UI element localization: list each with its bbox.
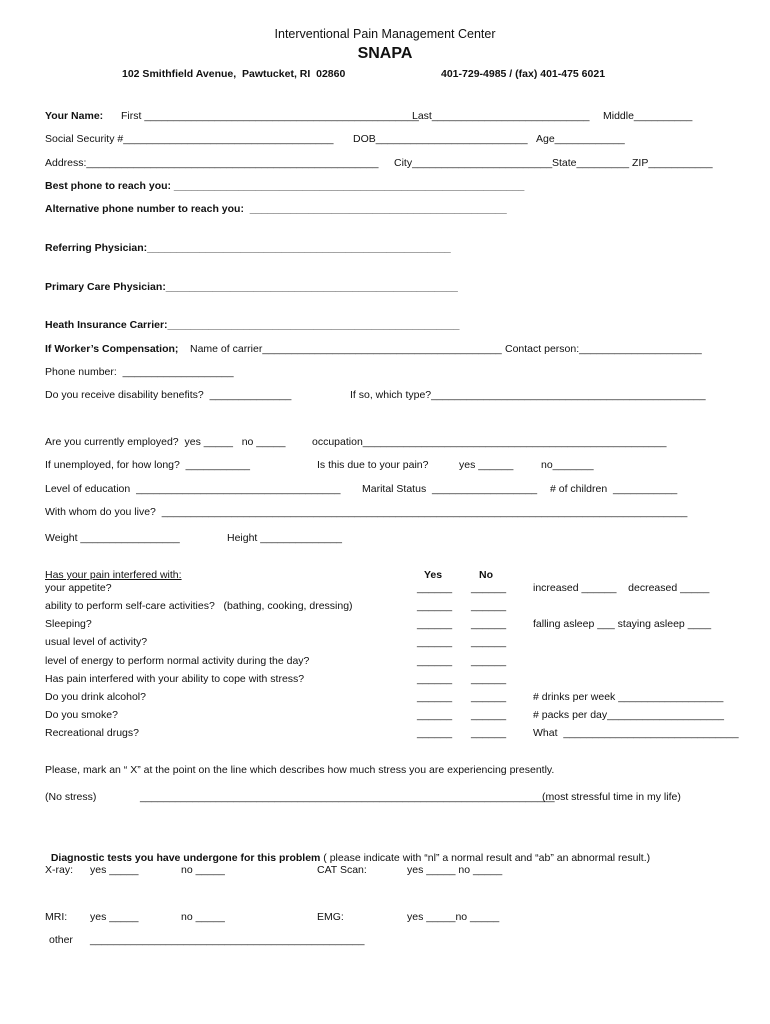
cat-scan-field[interactable]: yes _____ no _____: [407, 864, 503, 876]
pain-row-no-blank[interactable]: ______: [471, 636, 507, 648]
best-phone-field[interactable]: Best phone to reach you: ____________________________________________________________: [45, 180, 525, 192]
cat-scan-label: CAT Scan:: [317, 864, 367, 876]
pain-row-yes-blank[interactable]: ______: [417, 618, 453, 630]
first-name-field[interactable]: First _______________________________________________: [121, 110, 419, 122]
occupation-field[interactable]: occupation____________________________________________________: [312, 436, 667, 448]
wc-phone-field[interactable]: Phone number: ___________________: [45, 366, 234, 378]
pain-row-no-blank[interactable]: ______: [471, 582, 507, 594]
pain-row-yes-blank[interactable]: ______: [417, 727, 453, 739]
pain-row-no-blank[interactable]: ______: [471, 618, 507, 630]
no-column-header: No: [479, 569, 493, 581]
pain-row-yes-blank[interactable]: ______: [417, 600, 453, 612]
pain-row-label: Do you smoke?: [45, 709, 118, 721]
emg-field[interactable]: yes _____no _____: [407, 911, 500, 923]
last-name-field[interactable]: Last___________________________: [412, 110, 590, 122]
disability-type-field[interactable]: If so, which type?_______________________________________________: [350, 389, 706, 401]
mri-no-field[interactable]: no _____: [181, 911, 225, 923]
program-title: SNAPA: [357, 45, 413, 62]
dob-field[interactable]: DOB__________________________: [353, 133, 528, 145]
center-address: 102 Smithfield Avenue, Pawtucket, RI 02860: [122, 68, 346, 80]
diagnostics-heading-line: [45, 842, 650, 863]
pain-row-no-blank[interactable]: ______: [471, 655, 507, 667]
name-label: Your Name:: [45, 110, 104, 122]
children-field[interactable]: # of children ___________: [550, 483, 678, 495]
pain-row-label: usual level of activity?: [45, 636, 148, 648]
pain-row-label: your appetite?: [45, 582, 112, 594]
xray-no-field[interactable]: no _____: [181, 864, 225, 876]
diagnostics-heading: Diagnostic tests you have undergone for this problem: [50, 851, 321, 864]
pain-row-no-blank[interactable]: ______: [471, 727, 507, 739]
alt-phone-field[interactable]: Alternative phone number to reach you: ____________________________________________: [45, 203, 507, 215]
center-name: Interventional Pain Management Center: [274, 27, 496, 41]
yes-column-header: Yes: [424, 569, 443, 581]
mri-yes-field[interactable]: yes _____: [90, 911, 139, 923]
center-phones: 401-729-4985 / (fax) 401-475 6021: [441, 68, 606, 80]
other-test-label: other: [49, 934, 73, 946]
disability-field[interactable]: Do you receive disability benefits? ______________: [45, 389, 292, 401]
insurance-carrier-field[interactable]: Heath Insurance Carrier:__________________________________________________: [45, 319, 460, 331]
sleep-detail-field[interactable]: falling asleep ___ staying asleep ____: [533, 618, 712, 630]
stress-instruction: Please, mark an “ X” at the point on the line which describes how much stress you are experiencing presently.: [45, 764, 555, 776]
pain-row-label: Do you drink alcohol?: [45, 691, 146, 703]
ssn-field[interactable]: Social Security #____________________________________: [45, 133, 334, 145]
pain-row-label: ability to perform self-care activities? (bathing, cooking, dressing): [45, 600, 353, 612]
pain-row-yes-blank[interactable]: ______: [417, 691, 453, 703]
employed-field[interactable]: Are you currently employed? yes _____ no _____: [45, 436, 286, 448]
no-stress-label: (No stress): [45, 791, 97, 803]
workers-comp-label: If Worker’s Compensation;: [45, 343, 179, 355]
address-field[interactable]: Address:__________________________________________________: [45, 157, 379, 169]
due-to-pain-yes[interactable]: yes ______: [459, 459, 514, 471]
live-with-field[interactable]: With whom do you live? __________________________________________________________________________________________: [45, 506, 688, 518]
unemployed-duration-field[interactable]: If unemployed, for how long? ___________: [45, 459, 250, 471]
mri-label: MRI:: [45, 911, 68, 923]
emg-label: EMG:: [317, 911, 344, 923]
marital-status-field[interactable]: Marital Status __________________: [362, 483, 538, 495]
pain-row-yes-blank[interactable]: ______: [417, 709, 453, 721]
wc-carrier-field[interactable]: Name of carrier_________________________________________: [190, 343, 502, 355]
other-test-field[interactable]: _______________________________________________: [90, 934, 365, 946]
primary-physician-field[interactable]: Primary Care Physician:__________________________________________________: [45, 281, 458, 293]
pain-section-heading: Has your pain interfered with:: [45, 569, 182, 581]
drugs-what-field[interactable]: What ______________________________: [533, 727, 739, 739]
contact-person-field[interactable]: Contact person:_____________________: [505, 343, 702, 355]
due-to-pain-label: Is this due to your pain?: [317, 459, 429, 471]
pain-row-label: Sleeping?: [45, 618, 92, 630]
height-field[interactable]: Height ______________: [227, 532, 343, 544]
pain-row-yes-blank[interactable]: ______: [417, 636, 453, 648]
drinks-per-week-field[interactable]: # drinks per week __________________: [533, 691, 724, 703]
state-zip-field[interactable]: State_________ ZIP___________: [552, 157, 713, 169]
pain-row-label: level of energy to perform normal activity during the day?: [45, 655, 310, 667]
pain-row-yes-blank[interactable]: ______: [417, 673, 453, 685]
referring-physician-field[interactable]: Referring Physician:____________________________________________________: [45, 242, 451, 254]
city-field[interactable]: City________________________: [394, 157, 553, 169]
pain-row-no-blank[interactable]: ______: [471, 600, 507, 612]
pain-row-no-blank[interactable]: ______: [471, 673, 507, 685]
pain-row-yes-blank[interactable]: ______: [417, 655, 453, 667]
pain-row-no-blank[interactable]: ______: [471, 691, 507, 703]
stress-scale-line[interactable]: _______________________________________________________________________: [140, 791, 555, 803]
middle-name-field[interactable]: Middle__________: [603, 110, 693, 122]
weight-field[interactable]: Weight _________________: [45, 532, 180, 544]
pain-row-label: Has pain interfered with your ability to cope with stress?: [45, 673, 305, 685]
pain-row-no-blank[interactable]: ______: [471, 709, 507, 721]
max-stress-label: (most stressful time in my life): [542, 791, 681, 803]
appetite-change-field[interactable]: increased ______ decreased _____: [533, 582, 710, 594]
age-field[interactable]: Age____________: [536, 133, 625, 145]
pain-row-label: Recreational drugs?: [45, 727, 139, 739]
xray-yes-field[interactable]: yes _____: [90, 864, 139, 876]
education-field[interactable]: Level of education ___________________________________: [45, 483, 341, 495]
due-to-pain-no[interactable]: no_______: [541, 459, 594, 471]
pain-row-yes-blank[interactable]: ______: [417, 582, 453, 594]
packs-per-day-field[interactable]: # packs per day____________________: [533, 709, 724, 721]
diagnostics-note: ( please indicate with “nl” a normal result and “ab” an abnormal result.): [320, 851, 651, 864]
xray-label: X-ray:: [45, 864, 74, 876]
